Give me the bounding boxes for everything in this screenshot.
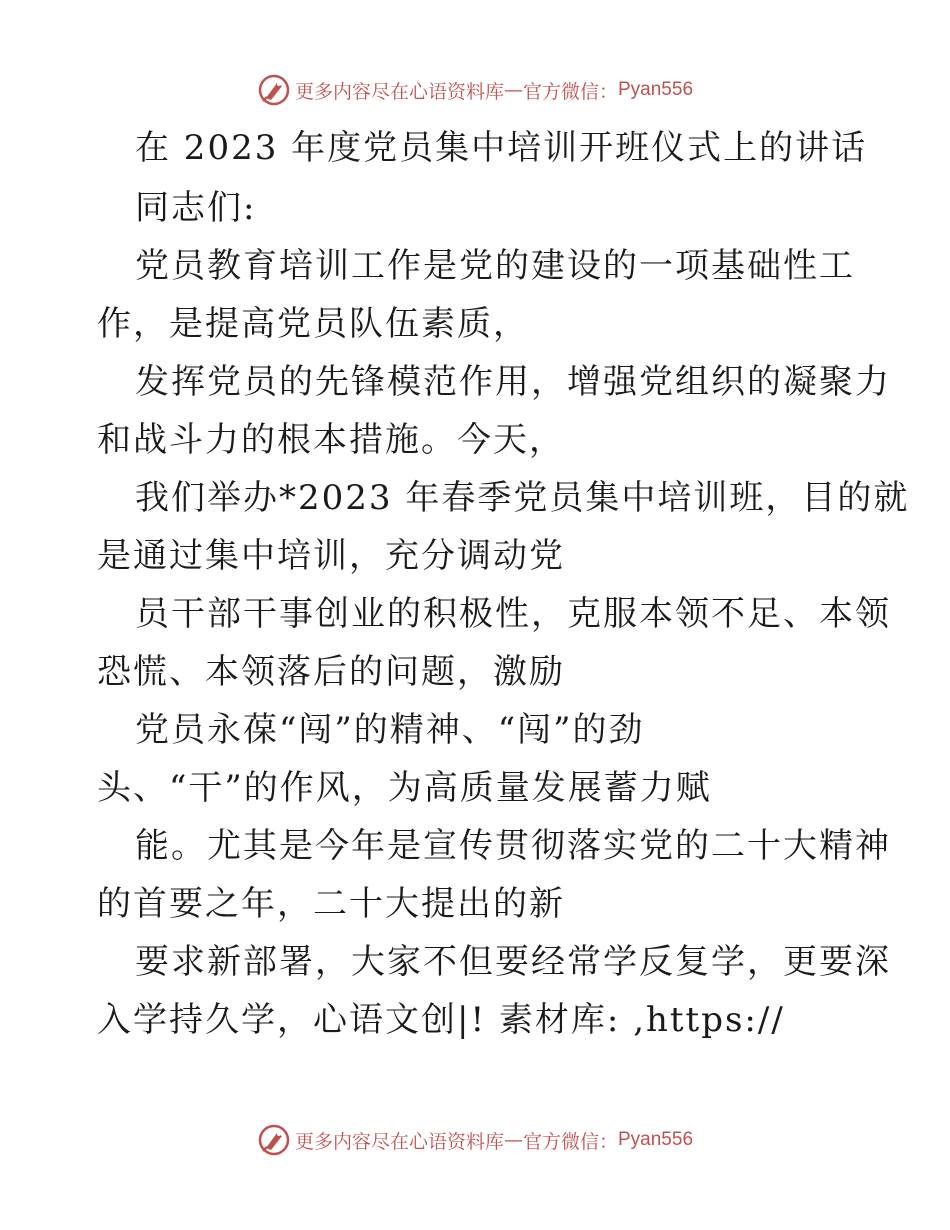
paragraph-line: 能。尤其是今年是宣传贯彻落实党的二十大精神 [135, 826, 891, 866]
paragraph-line: 发挥党员的先锋模范作用，增强党组织的凝聚力 [135, 362, 891, 402]
paragraph-line: 的首要之年，二十大提出的新 [97, 884, 565, 924]
paragraph-line: 党员永葆“闯”的精神、“闯”的劲 [135, 710, 645, 750]
watermark-separator: — [503, 1129, 523, 1151]
watermark-wechat-id: Pyan556 [618, 79, 694, 100]
watermark-wechat-label: 官方微信： [522, 80, 618, 103]
watermark-separator: — [503, 79, 523, 101]
paragraph-line: 员干部干事创业的积极性，克服本领不足、本领 [135, 594, 891, 634]
paragraph-line: 要求新部署，大家不但要经常学反复学，更要深 [135, 942, 891, 982]
paragraph-line: 头、“干”的作风，为高质量发展蓄力赋 [97, 768, 712, 808]
document-title: 在 2023 年度党员集中培训开班仪式上的讲话 [135, 128, 868, 168]
watermark-wechat-id: Pyan556 [618, 1129, 694, 1150]
paragraph-line: 党员教育培训工作是党的建设的一项基础性工 [135, 246, 855, 286]
paragraph-line: 恐慌、本领落后的问题，激励 [97, 652, 565, 692]
pen-nib-logo-icon [257, 1123, 291, 1157]
paragraph-line: 和战斗力的根本措施。今天， [97, 420, 565, 460]
paragraph-line: 作，是提高党员队伍素质， [97, 304, 529, 344]
watermark-site-text: 更多内容尽在心语资料库 [294, 80, 504, 103]
paragraph-line: 是通过集中培训，充分调动党 [97, 536, 565, 576]
paragraph-line: 我们举办*2023 年春季党员集中培训班，目的就 [135, 478, 910, 518]
document-greeting: 同志们: [135, 188, 257, 228]
footer-watermark-banner [0, 1120, 950, 1160]
watermark-site-text: 更多内容尽在心语资料库 [294, 1130, 504, 1153]
paragraph-line: 入学持久学，心语文创|! 素材库: ,https:// [97, 1000, 785, 1040]
watermark-wechat-label: 官方微信： [522, 1130, 618, 1153]
